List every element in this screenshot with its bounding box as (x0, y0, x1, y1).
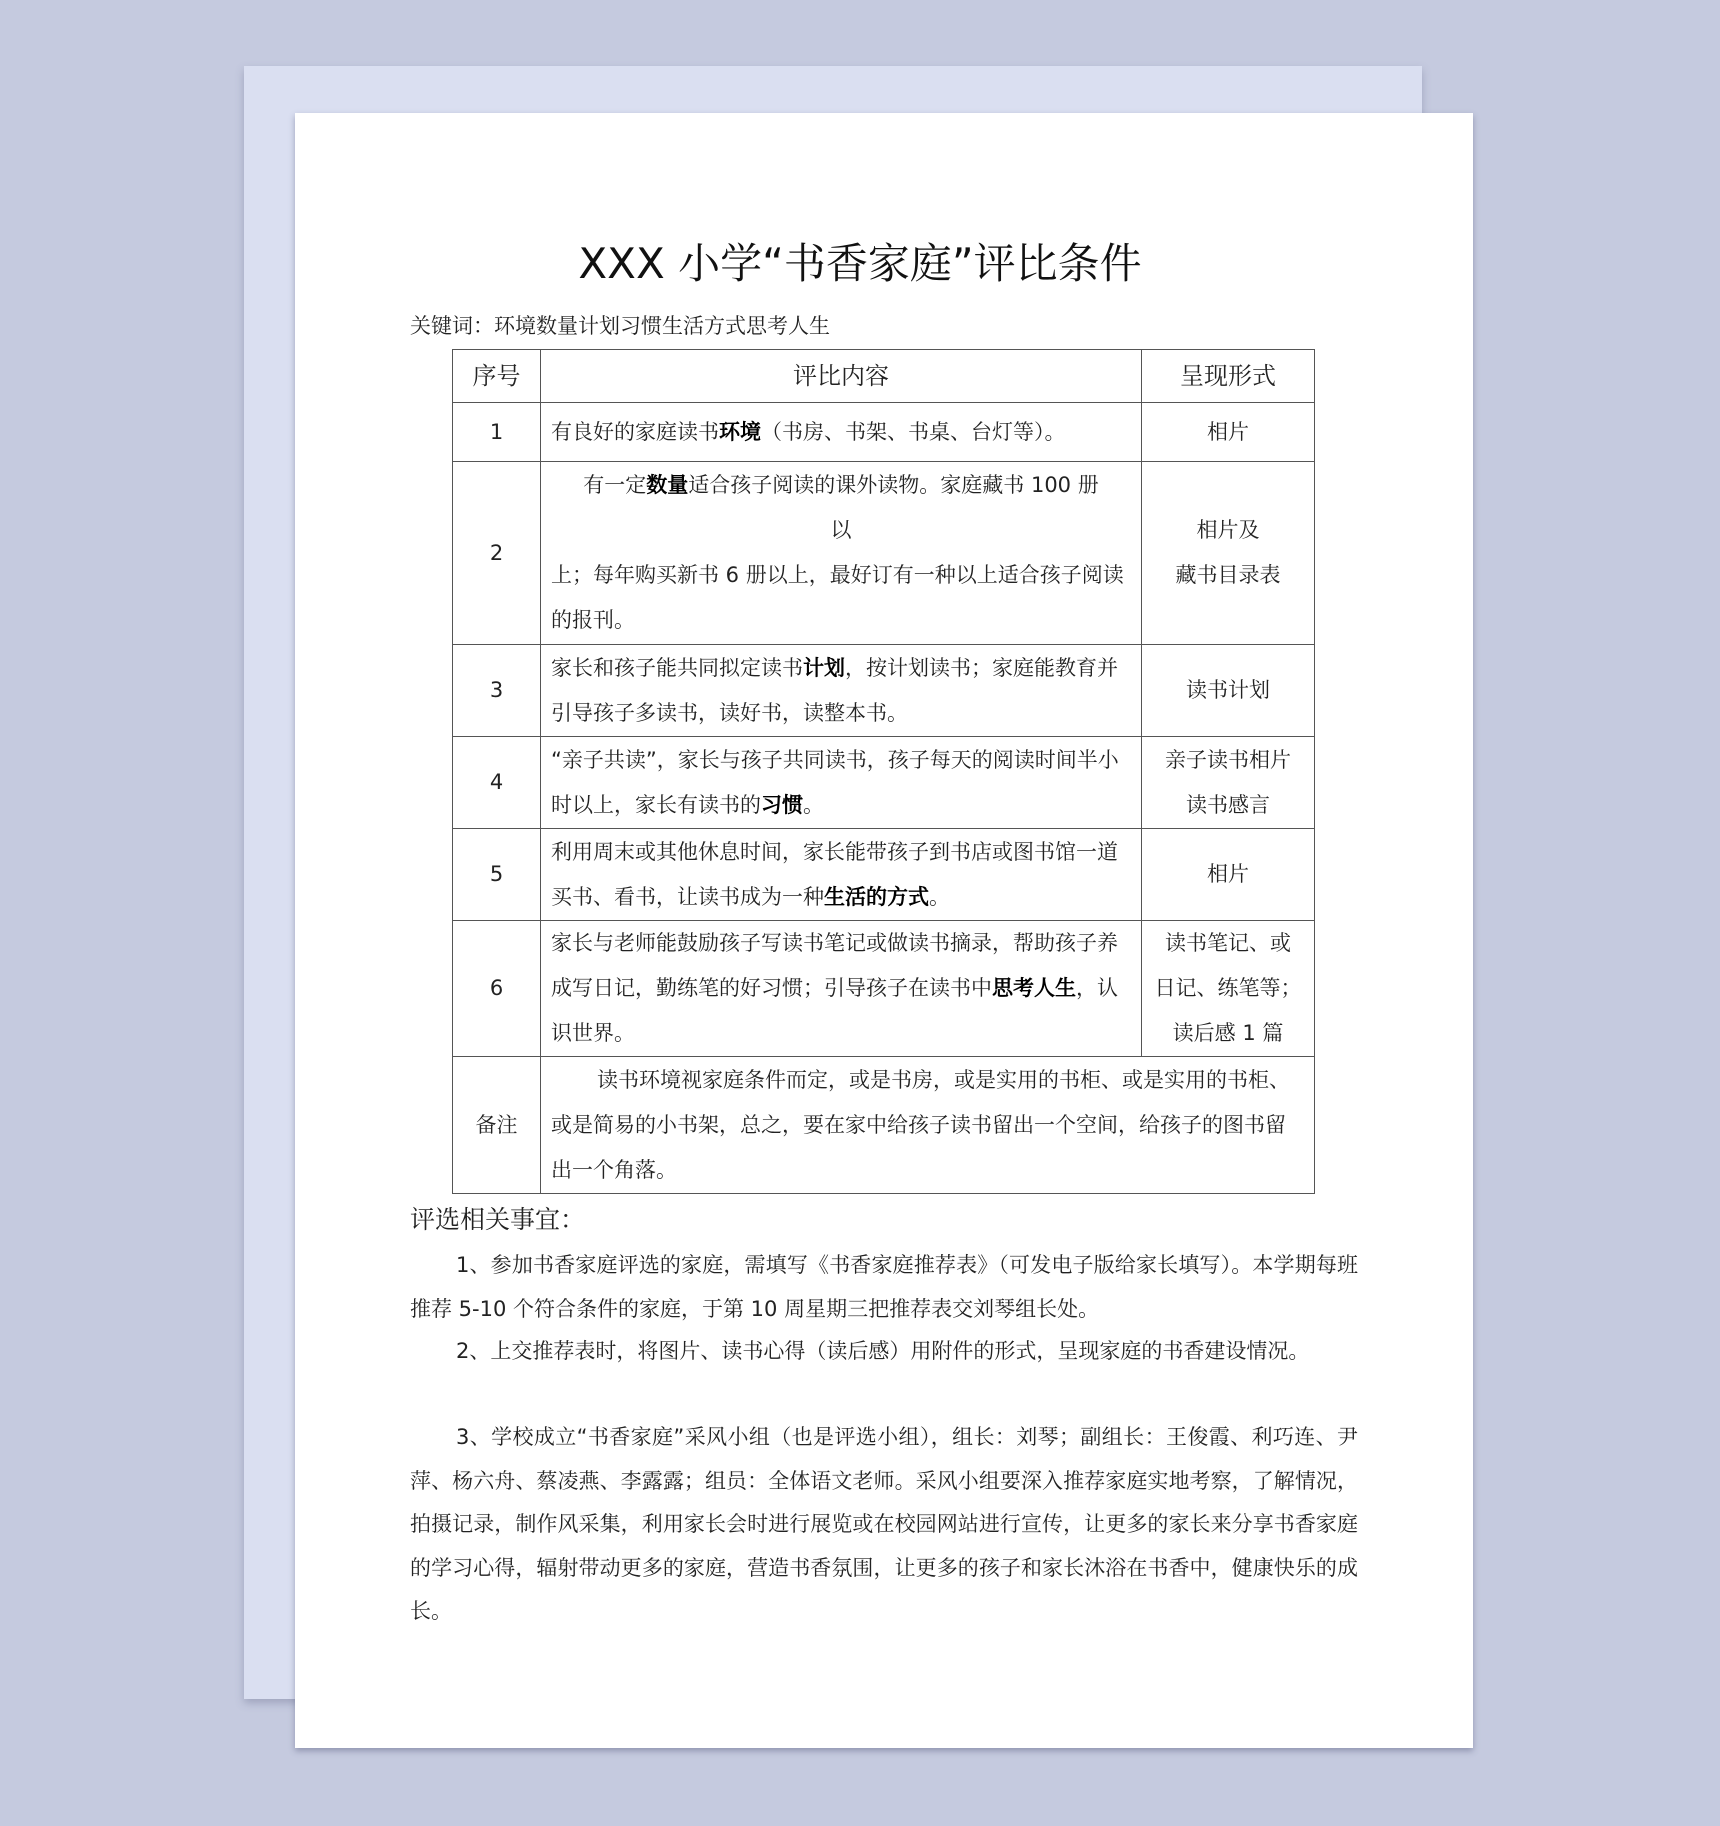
paragraph-3: 3、学校成立“书香家庭”采风小组（也是评选小组），组长：刘琴；副组长：王俊霞、利巧连、尹萍、杨六舟、蔡凌燕、李露露；组员：全体语文老师。采风小组要深入推荐家庭实地考察，了解情况，拍摄记录，制作风采集，利用家长会时进行展览或在校园网站进行宣传，让更多的家长来分享书香家庭的学习心得，辐射带动更多的家庭，营造书香氛围，让更多的孩子和家长沐浴在书香中，健康快乐的成长。 (410, 1425, 1358, 1623)
keywords-label: 关键词： (410, 314, 494, 338)
table-row (453, 462, 1315, 645)
content-keyword: 习惯 (761, 792, 803, 817)
form-line: 亲子读书相片 (1165, 747, 1291, 772)
content-text: 适合孩子阅读的课外读物。家庭藏书 100 册 (688, 473, 1099, 497)
criteria-table (452, 349, 1315, 1194)
content-text: ，按计划读书；家庭能教育并引导孩子多读书，读好书，读整本书。 (551, 655, 1118, 725)
content-text: 。 (929, 884, 950, 909)
row-content (541, 737, 1142, 829)
section-heading: 评选相关事宜： (410, 1205, 586, 1234)
row-content (541, 462, 1142, 645)
form-line: 藏书目录表 (1175, 563, 1281, 587)
document-title: XXX 小学“书香家庭”评比条件 (578, 239, 1142, 288)
content-text: 家长和孩子能共同拟定读书 (551, 655, 803, 680)
row-form (1142, 462, 1315, 645)
row-form (1142, 921, 1315, 1057)
form-line: 相片及 (1196, 518, 1260, 542)
form-line: 日记、练笔等； (1154, 976, 1302, 1000)
content-text: ，认识世界。 (551, 976, 1118, 1045)
form-line: 读书笔记、或 (1165, 931, 1291, 955)
content-text: 家长与老师能鼓励孩子写读书笔记或做读书摘录，帮助孩子养成写日记，勤练笔的好习惯；引导孩子在读书中 (551, 931, 1118, 1000)
row-form (1142, 645, 1315, 737)
row-form (1142, 403, 1315, 462)
row-number: 2 (453, 462, 541, 645)
form-line: 读后感 1 篇 (1172, 1021, 1284, 1045)
form-line: 相片 (1207, 862, 1249, 886)
table-header-row (453, 350, 1315, 403)
row-number: 3 (453, 645, 541, 737)
content-keyword: 环境 (719, 419, 761, 444)
row-number: 1 (453, 403, 541, 462)
header-form: 呈现形式 (1142, 350, 1315, 403)
row-form (1142, 737, 1315, 829)
content-keyword: 思考人生 (992, 976, 1076, 1000)
content-keyword: 计划 (803, 655, 845, 680)
content-line (551, 463, 1131, 508)
content-text: 。 (803, 792, 824, 817)
keywords-line (410, 310, 830, 342)
row-content (541, 403, 1142, 462)
paragraph-2: 2、上交推荐表时，将图片、读书心得（读后感）用附件的形式，呈现家庭的书香建设情况。 (456, 1339, 1310, 1363)
row-content (541, 645, 1142, 737)
content-text: （书房、书架、书桌、台灯等）。 (761, 419, 1066, 444)
header-content: 评比内容 (541, 350, 1142, 403)
keywords-value: 环境数量计划习惯生活方式思考人生 (494, 314, 830, 338)
table-row (453, 921, 1315, 1057)
table-row (453, 403, 1315, 462)
row-content (541, 829, 1142, 921)
content-text: 上；每年购买新书 6 册以上，最好订有一种以上适合孩子阅读的报刊。 (551, 563, 1124, 632)
content-text: 以 (830, 518, 852, 542)
row-content (541, 921, 1142, 1057)
table-row (453, 645, 1315, 737)
content-text: 利用周末或其他休息时间，家长能带孩子到书店或图书馆一道买书、看书，让读书成为一种 (551, 839, 1118, 909)
table-row (453, 829, 1315, 921)
form-line: 相片 (1207, 419, 1249, 444)
remark-row (453, 1057, 1315, 1194)
form-line: 读书感言 (1186, 792, 1270, 817)
row-form (1142, 829, 1315, 921)
content-text: 有一定 (583, 473, 647, 497)
row-number: 4 (453, 737, 541, 829)
form-line: 读书计划 (1186, 678, 1270, 702)
header-number: 序号 (453, 350, 541, 403)
content-keyword: 数量 (646, 473, 689, 497)
content-text: “亲子共读”，家长与孩子共同读书，孩子每天的阅读时间半小时以上，家长有读书的 (551, 747, 1119, 817)
row-number: 6 (453, 921, 541, 1057)
content-text: 有良好的家庭读书 (551, 419, 719, 444)
remark-label: 备注 (453, 1057, 541, 1194)
paragraph-1: 1、参加书香家庭评选的家庭，需填写《书香家庭推荐表》（可发电子版给家长填写）。本学期每班推荐 5-10 个符合条件的家庭，于第 10 周星期三把推荐表交刘琴组长处。 (410, 1253, 1358, 1321)
content-keyword: 生活的方式 (824, 884, 929, 909)
remark-text: 读书环境视家庭条件而定，或是书房，或是实用的书柜、或是实用的书柜、或是简易的小书架，总之，要在家中给孩子读书留出一个空间，给孩子的图书留出一个角落。 (541, 1057, 1315, 1194)
row-number: 5 (453, 829, 541, 921)
table-row (453, 737, 1315, 829)
